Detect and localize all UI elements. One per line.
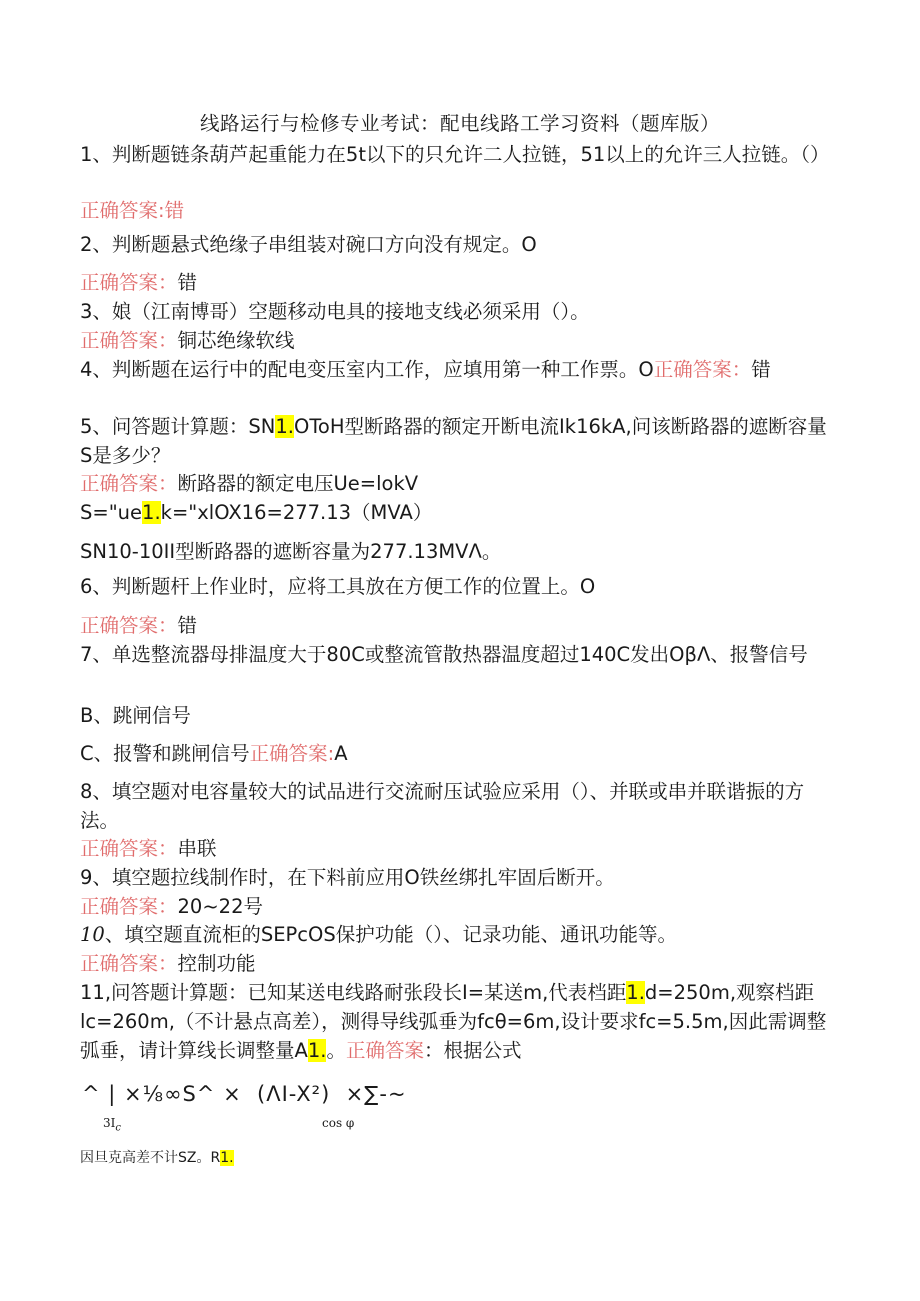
question-3 [80,297,830,326]
footer-text: 因旦克高差不计SZ。R [80,1150,221,1166]
option-c [80,739,830,768]
formula-text-cont: k="xlOX16=277.13（MVA） [160,501,433,524]
formula-subscript-2: cos φ [322,1116,355,1130]
answer-label: 正确答案： [80,952,178,975]
answer-value: 错 [164,199,185,222]
question-text-end: 。 [326,1039,346,1062]
question-6 [80,572,830,601]
question-9 [80,863,830,892]
answer-5 [80,469,830,498]
question-text: 、填空题直流柜的SEPcOS保护功能（）、记录功能、通讯功能等。 [104,923,677,946]
question-1 [80,140,830,169]
question-7 [80,640,830,669]
formula-sub-sub: c [115,1122,121,1134]
question-text: 1、判断题链条葫芦起重能力在5t以下的只允许二人拉链，51以上的允许三人拉链。（） [80,143,830,166]
answer-6 [80,611,830,640]
question-text: 7、单选整流器母排温度大于80C或整流管散热器温度超过140C发出OβΛ、报警信号 [80,643,808,666]
formula-main: ^ | ×⅛∞S^ × (ΛI-X²) ×∑-~ [82,1082,407,1106]
formula-sub-text: 3I [103,1116,116,1130]
answer-value: 串联 [177,837,217,860]
question-number: 10 [80,923,105,946]
question-5 [80,412,830,470]
question-10 [80,920,830,949]
answer-5-line2 [80,498,830,527]
option-text: C、报警和跳闸信号 [80,742,250,765]
question-text: 5、问答题计算题：SN [80,415,276,438]
footer-note [80,1147,234,1167]
answer-label: 正确答案： [80,895,178,918]
answer-label: 正确答案 [345,1039,424,1062]
question-text: 2、判断题悬式绝缘子串组装对碗口方向没有规定。O [80,233,537,256]
highlight-mark: 1. [626,981,645,1004]
answer-label: 正确答案： [80,472,178,495]
question-text-cont: OToH型断路器的额定开断电流Ik16kA,问该断路器的遮断容量S是多少？ [80,415,827,467]
answer-value: ：根据公式 [423,1039,522,1062]
answer-value: 错 [751,358,771,381]
option-text: B、跳闸信号 [80,704,191,727]
question-4 [80,355,830,384]
highlight-mark: 1. [275,415,294,438]
answer-5-line3 [80,537,830,566]
answer-value: 20~22号 [177,895,263,918]
question-text: 6、判断题杆上作业时，应将工具放在方便工作的位置上。O [80,575,596,598]
formula-text: S="ue [80,501,143,524]
page-title: 线路运行与检修专业考试：配电线路工学习资料（题库版） [199,112,720,135]
highlight-mark: 1. [142,501,161,524]
question-text: 8、填空题对电容量较大的试品进行交流耐压试验应采用（）、并联或串并联谐振的方法。 [80,780,805,832]
answer-value: 错 [177,614,198,637]
answer-label: 正确答案： [80,271,178,294]
answer-value: 控制功能 [177,952,256,975]
answer-value: A [334,742,348,765]
highlight-mark: 1. [220,1150,234,1166]
formula-subscript-1 [103,1116,121,1133]
answer-2 [80,268,830,297]
option-b [80,701,830,730]
answer-3 [80,326,830,355]
answer-8 [80,834,830,863]
answer-10 [80,949,830,978]
question-text: 9、填空题拉线制作时，在下料前应用O铁丝绑扎牢固后断开。 [80,866,615,889]
question-text: 3、娘（江南博哥）空题移动电具的接地支线必须采用（）。 [80,300,590,323]
question-text: 11,问答题计算题：已知某送电线路耐张段长I=某送m,代表档距 [80,981,627,1004]
answer-label: 正确答案： [80,329,178,352]
result-text: SN10-10II型断路器的遮断容量为277.13MVΛ。 [80,540,502,563]
answer-label: 正确答案: [80,199,165,222]
answer-label: 正确答案： [80,614,178,637]
question-text: 4、判断题在运行中的配电变压室内工作，应填用第一种工作票。O [80,358,654,381]
answer-1 [80,196,830,225]
highlight-mark: 1. [307,1039,327,1062]
question-text-cont: d=250m,观察档距lc=260m,（不计悬点高差），测得导线弧垂为fcθ=6m,设计要求fc=5.5m,因此需调整弧垂，请计算线长调整量A [80,981,827,1062]
answer-value: 断路器的额定电压Ue=lokV [177,472,419,495]
answer-label: 正确答案： [80,837,178,860]
answer-value: 错 [177,271,198,294]
question-11 [80,978,830,1065]
answer-value: 铜芯绝缘软线 [177,329,295,352]
question-2 [80,230,830,259]
answer-label: 正确答案: [249,742,335,765]
question-8 [80,777,830,835]
answer-9 [80,892,830,921]
answer-label: 正确答案： [653,358,752,381]
